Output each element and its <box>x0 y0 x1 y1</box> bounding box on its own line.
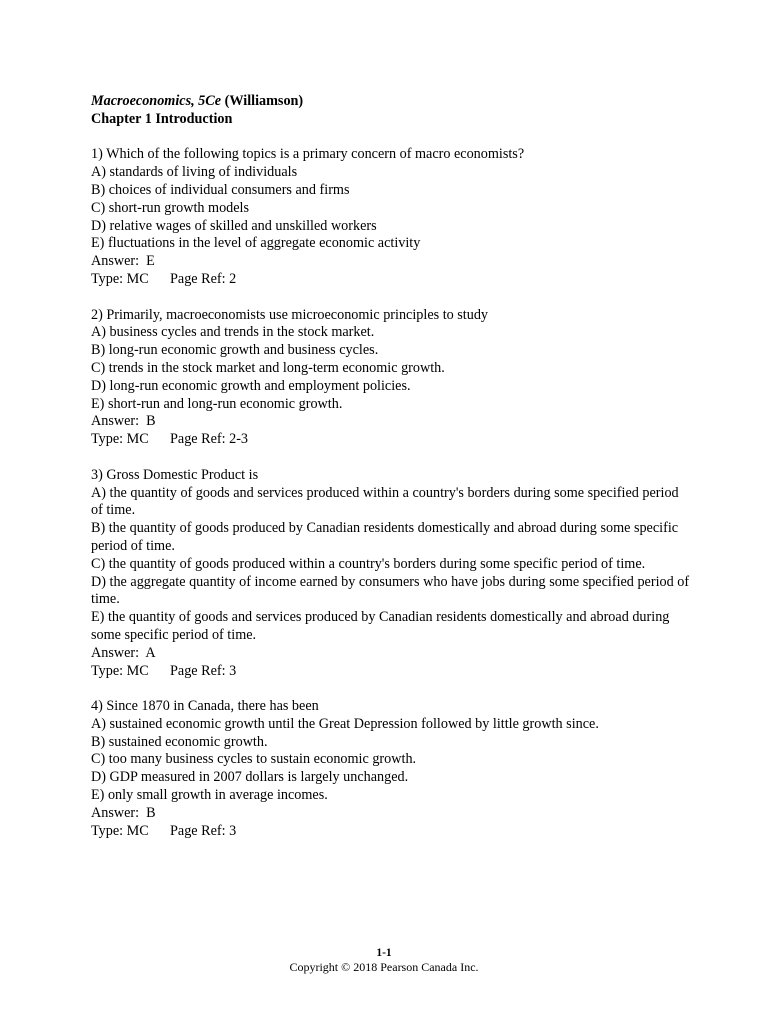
question-stem: 2) Primarily, macroeconomists use microeconomic principles to study <box>91 306 489 323</box>
option-b: B) the quantity of goods produced by Canadian residents domestically and abroad during some specific period of time. <box>91 520 679 554</box>
page-footer <box>0 946 768 974</box>
option-b: B) choices of individual consumers and firms <box>91 181 350 198</box>
option-a: A) sustained economic growth until the Great Depression followed by little growth since. <box>91 715 599 732</box>
question-3 <box>91 467 691 681</box>
answer: Answer: B <box>91 804 156 821</box>
option-c: C) short-run growth models <box>91 199 250 216</box>
type-page-ref: Type: MC Page Ref: 2-3 <box>91 431 249 448</box>
option-b: B) sustained economic growth. <box>91 733 268 750</box>
option-a: A) standards of living of individuals <box>91 164 298 181</box>
question-4 <box>91 698 691 840</box>
option-d: D) the aggregate quantity of income earned by consumers who have jobs during some specified period of time. <box>91 573 690 608</box>
question-stem: 3) Gross Domestic Product is <box>91 466 259 483</box>
question-1 <box>91 146 691 288</box>
option-e: E) fluctuations in the level of aggregate economic activity <box>91 235 421 252</box>
option-d: D) long-run economic growth and employment policies. <box>91 377 411 394</box>
option-c: C) too many business cycles to sustain economic growth. <box>91 751 417 768</box>
option-d: D) GDP measured in 2007 dollars is largely unchanged. <box>91 769 409 786</box>
answer: Answer: E <box>91 253 155 270</box>
document-page <box>91 93 691 840</box>
page-number: 1-1 <box>376 947 392 959</box>
type-page-ref: Type: MC Page Ref: 2 <box>91 270 237 287</box>
option-c: C) the quantity of goods produced within a country's borders during some specific period of time. <box>91 555 646 572</box>
book-title: Macroeconomics, 5Ce <box>91 93 222 109</box>
book-author: (Williamson) <box>224 93 304 109</box>
chapter-title: Chapter 1 Introduction <box>91 110 233 127</box>
option-c: C) trends in the stock market and long-term economic growth. <box>91 359 445 376</box>
answer: Answer: B <box>91 413 156 430</box>
option-e: E) the quantity of goods and services produced by Canadian residents domestically and abroad during some specific period of time. <box>91 609 670 643</box>
option-e: E) only small growth in average incomes. <box>91 787 328 804</box>
question-2 <box>91 307 691 449</box>
type-page-ref: Type: MC Page Ref: 3 <box>91 822 237 839</box>
option-a: A) the quantity of goods and services produced within a country's borders during some specified period of time. <box>91 484 679 519</box>
question-stem: 4) Since 1870 in Canada, there has been <box>91 698 319 715</box>
option-b: B) long-run economic growth and business cycles. <box>91 342 379 359</box>
type-page-ref: Type: MC Page Ref: 3 <box>91 662 237 679</box>
option-a: A) business cycles and trends in the stock market. <box>91 324 375 341</box>
option-d: D) relative wages of skilled and unskilled workers <box>91 217 377 234</box>
copyright-notice: Copyright © 2018 Pearson Canada Inc. <box>289 960 479 974</box>
answer: Answer: A <box>91 644 156 661</box>
option-e: E) short-run and long-run economic growth. <box>91 395 343 412</box>
question-stem: 1) Which of the following topics is a primary concern of macro economists? <box>91 146 525 163</box>
document-header <box>91 93 691 111</box>
